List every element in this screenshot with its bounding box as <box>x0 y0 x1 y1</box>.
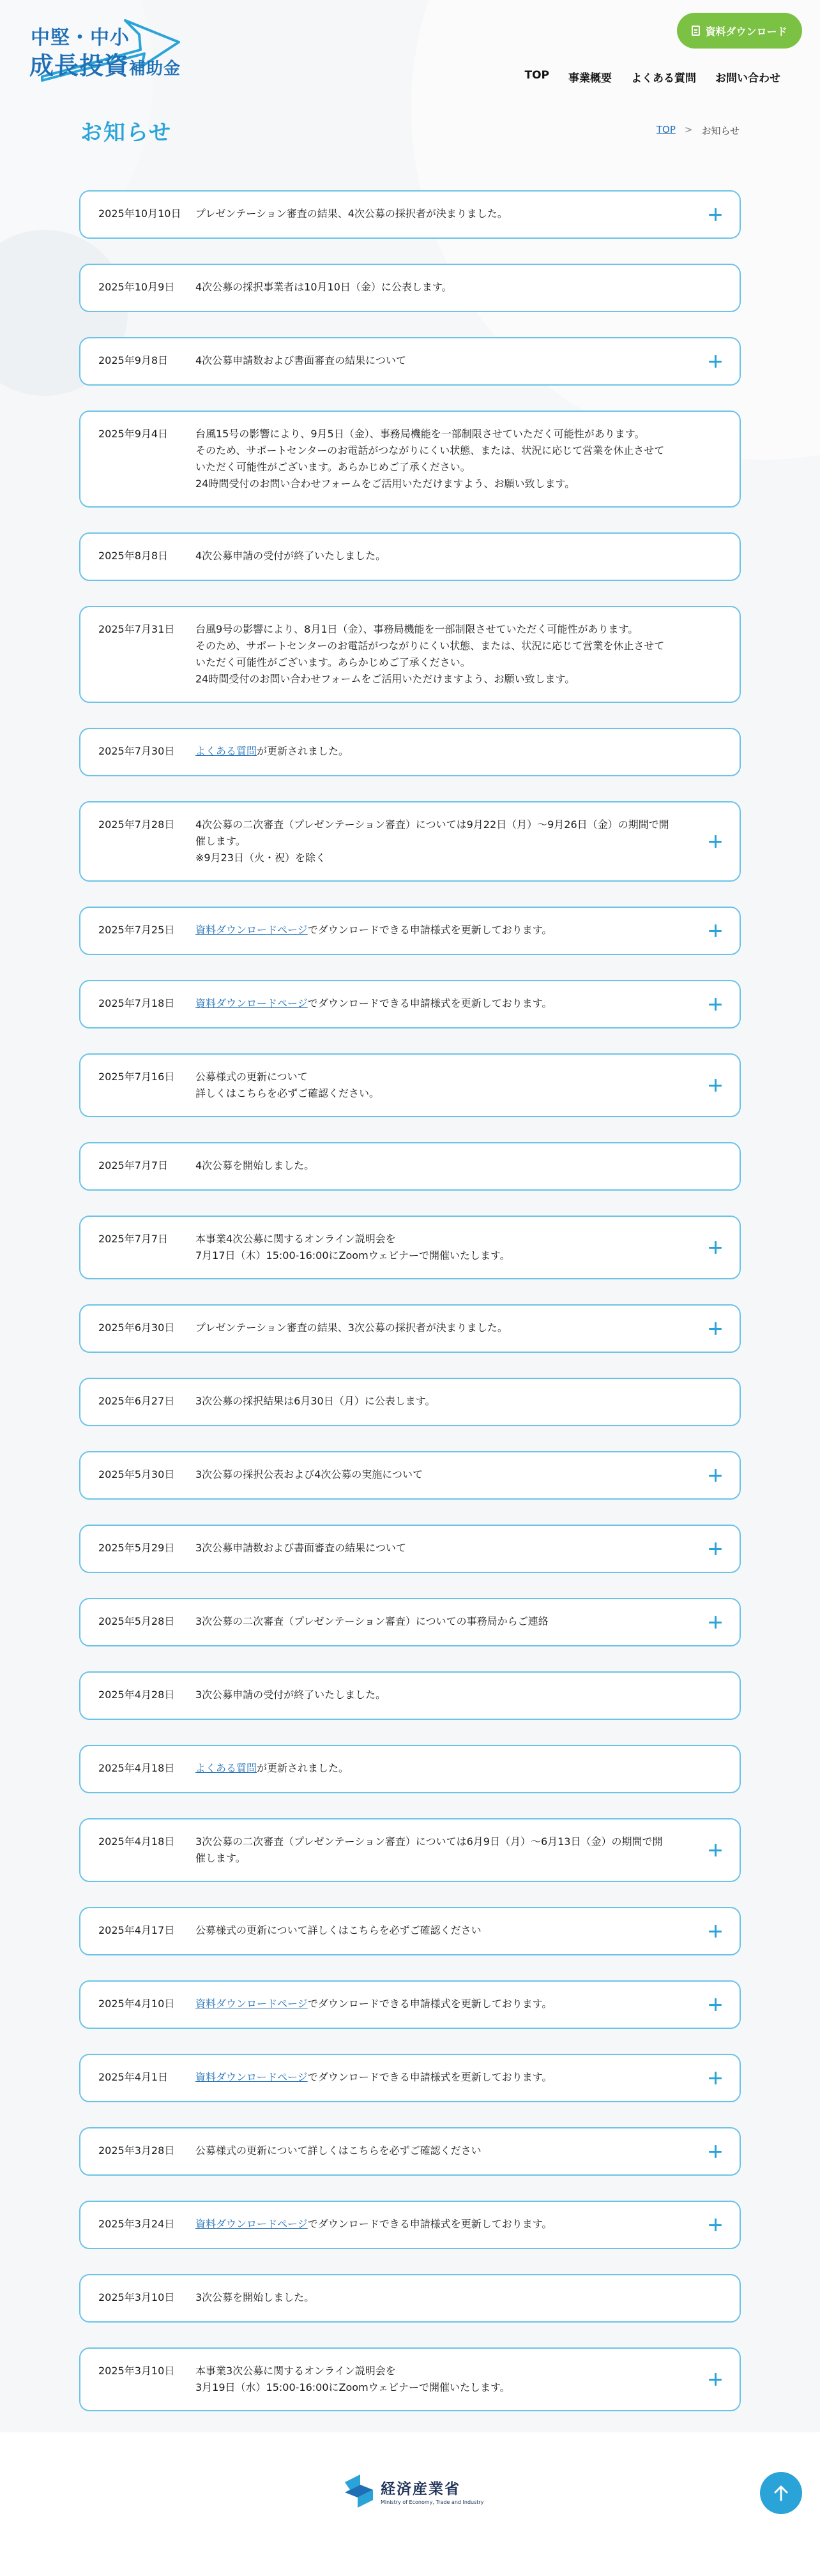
news-text <box>195 1157 314 1174</box>
news-date: 2025年7月16日 <box>98 1071 175 1083</box>
footer <box>0 2432 820 2576</box>
news-text-body: 3次公募の二次審査（プレゼンテーション審査）についての事務局からご連絡 <box>195 1615 549 1627</box>
news-text-body: 台風9号の影響により、8月1日（金）、事務局機能を一部制限させていただく可能性があります。 そのため、サポートセンターのお電話がつながりにくい状態、または、状況に応じて営業を休止させて いただく可能性がございます。あらかじめご了承ください。 24時間受付のお問い合わせフォームをご活用いただけますよう、お願い致します。 <box>195 623 665 685</box>
meti-text <box>381 2477 483 2505</box>
news-item[interactable] <box>79 2347 741 2411</box>
expand-plus-icon[interactable] <box>709 1925 722 1938</box>
logo-text-line2 <box>29 46 181 81</box>
download-button-label: 資料ダウンロード <box>705 25 787 38</box>
news-text <box>195 1996 552 2012</box>
expand-plus-icon[interactable] <box>709 1998 722 2011</box>
news-date: 2025年5月28日 <box>98 1615 175 1627</box>
meti-mark-icon <box>342 2473 376 2509</box>
news-link[interactable]: 資料ダウンロードページ <box>195 2218 308 2230</box>
news-date: 2025年7月7日 <box>98 1233 169 1245</box>
news-text <box>195 2289 314 2306</box>
news-link[interactable]: よくある質問 <box>195 745 257 757</box>
download-button[interactable] <box>677 13 802 49</box>
expand-plus-icon[interactable] <box>709 1616 722 1629</box>
expand-plus-icon[interactable] <box>709 1469 722 1482</box>
news-text-body: 公募様式の更新について 詳しくはこちらを必ずご確認ください。 <box>195 1071 380 1099</box>
news-date: 2025年4月1日 <box>98 2071 169 2083</box>
news-text-body: 4次公募申請数および書面審査の結果について <box>195 354 406 366</box>
news-text <box>195 621 664 688</box>
news-text-tail: が更新されました。 <box>257 1762 349 1774</box>
news-text <box>195 1393 435 1410</box>
news-text <box>195 1320 508 1336</box>
news-text <box>195 1466 423 1483</box>
news-date: 2025年9月8日 <box>98 354 169 366</box>
news-date: 2025年7月25日 <box>98 924 175 936</box>
news-item <box>79 411 741 508</box>
news-date: 2025年7月31日 <box>98 623 175 635</box>
expand-plus-icon[interactable] <box>709 2145 722 2158</box>
news-date: 2025年3月24日 <box>98 2218 175 2230</box>
news-text-body: 4次公募を開始しました。 <box>195 1159 315 1171</box>
expand-plus-icon[interactable] <box>709 2373 722 2386</box>
news-item[interactable] <box>79 801 741 882</box>
expand-plus-icon[interactable] <box>709 1241 722 1254</box>
news-text-body: 3次公募申請数および書面審査の結果について <box>195 1542 406 1554</box>
news-item <box>79 1745 741 1793</box>
main-nav <box>524 69 780 85</box>
news-item[interactable] <box>79 907 741 955</box>
news-text-body: 公募様式の更新について詳しくはこちらを必ずご確認ください <box>195 1924 482 1936</box>
news-date: 2025年10月9日 <box>98 281 175 293</box>
expand-plus-icon[interactable] <box>709 355 722 368</box>
news-text-body: 公募様式の更新について詳しくはこちらを必ずご確認ください <box>195 2144 482 2157</box>
breadcrumb <box>657 124 740 137</box>
news-item[interactable] <box>79 980 741 1028</box>
news-text-body: 4次公募の採択事業者は10月10日（金）に公表します。 <box>195 281 452 293</box>
news-date: 2025年5月30日 <box>98 1468 175 1480</box>
news-text <box>195 279 452 296</box>
news-text <box>195 1834 662 1867</box>
meti-name-jp: 経済産業省 <box>381 2480 460 2497</box>
logo-text-line1: 中堅・中小 <box>31 27 130 49</box>
news-date: 2025年5月29日 <box>98 1542 175 1554</box>
news-text-body: 3次公募の採択結果は6月30日（月）に公表します。 <box>195 1395 436 1407</box>
news-text <box>195 2363 510 2396</box>
news-text-tail: でダウンロードできる申請様式を更新しております。 <box>307 997 552 1009</box>
news-item[interactable] <box>79 1451 741 1500</box>
news-text <box>195 1540 406 1556</box>
news-date: 2025年7月30日 <box>98 745 175 757</box>
news-date: 2025年4月18日 <box>98 1762 175 1774</box>
news-text <box>195 548 386 564</box>
logo-text-small: 補助金 <box>129 59 181 78</box>
expand-plus-icon[interactable] <box>709 208 722 221</box>
expand-plus-icon[interactable] <box>709 2218 722 2231</box>
news-text <box>195 1231 510 1264</box>
news-item[interactable] <box>79 1907 741 1955</box>
news-item[interactable] <box>79 337 741 386</box>
news-text-tail: が更新されました。 <box>257 745 349 757</box>
news-text <box>195 1687 386 1703</box>
news-text <box>195 1760 349 1777</box>
news-text <box>195 995 552 1012</box>
news-text <box>195 922 552 938</box>
news-text <box>195 1069 379 1102</box>
news-text-body: 3次公募を開始しました。 <box>195 2291 315 2303</box>
news-date: 2025年9月4日 <box>98 428 169 440</box>
news-date: 2025年3月28日 <box>98 2144 175 2157</box>
expand-plus-icon[interactable] <box>709 998 722 1011</box>
meti-name-en: Ministry of Economy, Trade and Industry <box>381 2499 484 2505</box>
news-date: 2025年4月10日 <box>98 1998 175 2010</box>
scroll-to-top-button[interactable] <box>760 2472 802 2514</box>
news-date: 2025年3月10日 <box>98 2365 175 2377</box>
breadcrumb-current: お知らせ <box>701 125 740 137</box>
news-date: 2025年7月18日 <box>98 997 175 1009</box>
news-date: 2025年6月27日 <box>98 1395 175 1407</box>
news-text <box>195 1922 482 1939</box>
news-item <box>79 2274 741 2323</box>
news-item[interactable] <box>79 2127 741 2176</box>
news-text <box>195 743 349 760</box>
document-icon <box>692 26 700 36</box>
news-date: 2025年10月10日 <box>98 207 181 220</box>
news-link[interactable]: 資料ダウンロードページ <box>195 1998 308 2010</box>
news-text <box>195 206 508 222</box>
news-item <box>79 1671 741 1720</box>
news-text <box>195 2143 482 2159</box>
news-item[interactable] <box>79 1053 741 1117</box>
news-date: 2025年8月8日 <box>98 550 169 562</box>
news-date: 2025年4月18日 <box>98 1835 175 1848</box>
news-date: 2025年7月7日 <box>98 1159 169 1171</box>
nav-contact[interactable]: お問い合わせ <box>715 72 780 85</box>
news-text <box>195 2069 552 2086</box>
nav-top[interactable]: TOP <box>524 69 549 82</box>
news-item[interactable] <box>79 1818 741 1882</box>
news-item[interactable] <box>79 1304 741 1353</box>
news-text <box>195 426 664 492</box>
expand-plus-icon[interactable] <box>709 1079 722 1092</box>
news-item[interactable] <box>79 2201 741 2249</box>
expand-plus-icon[interactable] <box>709 1322 722 1335</box>
news-text <box>195 1613 549 1630</box>
breadcrumb-home-link[interactable]: TOP <box>656 124 676 135</box>
page-title: お知らせ <box>80 120 172 146</box>
news-item[interactable] <box>79 2054 741 2102</box>
news-text <box>195 817 669 866</box>
news-text-tail: でダウンロードできる申請様式を更新しております。 <box>307 924 552 936</box>
news-text-body: 3次公募の二次審査（プレゼンテーション審査）については6月9日（月）〜6月13日（金）の期間で開 催します。 <box>195 1835 663 1864</box>
news-item <box>79 532 741 581</box>
news-item <box>79 1378 741 1426</box>
news-date: 2025年4月17日 <box>98 1924 175 1936</box>
news-date: 2025年3月10日 <box>98 2291 175 2303</box>
news-date: 2025年7月28日 <box>98 818 175 831</box>
news-date: 2025年6月30日 <box>98 1322 175 1334</box>
logo-text-main: 成長投資 <box>29 53 130 80</box>
expand-plus-icon[interactable] <box>709 835 722 848</box>
news-text-body: 4次公募の二次審査（プレゼンテーション審査）については9月22日（月）〜9月26日（金）の期間で開 催します。 ※9月23日（火・祝）を除く <box>195 818 669 864</box>
news-text-body: プレゼンテーション審査の結果、4次公募の採択者が決まりました。 <box>195 207 508 220</box>
expand-plus-icon[interactable] <box>709 1542 722 1555</box>
news-item <box>79 728 741 776</box>
arrow-up-icon <box>773 2485 789 2501</box>
news-text-body: プレゼンテーション審査の結果、3次公募の採択者が決まりました。 <box>195 1322 508 1334</box>
news-link[interactable]: よくある質問 <box>195 1762 257 1774</box>
news-item[interactable] <box>79 1216 741 1279</box>
news-link[interactable]: 資料ダウンロードページ <box>195 924 308 936</box>
nav-overview[interactable]: 事業概要 <box>568 72 612 85</box>
news-text <box>195 352 406 369</box>
news-text-tail: でダウンロードできる申請様式を更新しております。 <box>307 1998 552 2010</box>
news-date: 2025年4月28日 <box>98 1689 175 1701</box>
news-text-tail: でダウンロードできる申請様式を更新しております。 <box>307 2218 552 2230</box>
news-item[interactable] <box>79 1598 741 1646</box>
news-item <box>79 264 741 312</box>
site-logo[interactable] <box>29 17 183 82</box>
news-list <box>79 190 741 2432</box>
expand-plus-icon[interactable] <box>709 2072 722 2084</box>
breadcrumb-separator: > <box>684 124 693 135</box>
expand-plus-icon[interactable] <box>709 1844 722 1857</box>
news-text-body: 台風15号の影響により、9月5日（金）、事務局機能を一部制限させていただく可能性があります。 そのため、サポートセンターのお電話がつながりにくい状態、または、状況に応じて営業を休止させて いただく可能性がございます。あらかじめご了承ください。 24時間受付のお問い合わせフォームをご活用いただけますよう、お願い致します。 <box>195 428 665 490</box>
news-link[interactable]: 資料ダウンロードページ <box>195 997 308 1009</box>
news-text-body: 3次公募申請の受付が終了いたしました。 <box>195 1689 386 1701</box>
meti-logo[interactable] <box>342 2473 483 2509</box>
news-text-body: 本事業4次公募に関するオンライン説明会を 7月17日（木）15:00-16:00にZoomウェビナーで開催いたします。 <box>195 1233 510 1262</box>
news-text-body: 3次公募の採択公表および4次公募の実施について <box>195 1468 423 1480</box>
news-item <box>79 1142 741 1191</box>
news-item <box>79 606 741 703</box>
news-text-tail: でダウンロードできる申請様式を更新しております。 <box>307 2071 552 2083</box>
news-link[interactable]: 資料ダウンロードページ <box>195 2071 308 2083</box>
news-item[interactable] <box>79 1980 741 2029</box>
news-item[interactable] <box>79 1525 741 1573</box>
nav-faq[interactable]: よくある質問 <box>631 72 696 85</box>
news-text-body: 本事業3次公募に関するオンライン説明会を 3月19日（水）15:00-16:00にZoomウェビナーで開催いたします。 <box>195 2365 510 2393</box>
news-text <box>195 2216 552 2233</box>
news-text-body: 4次公募申請の受付が終了いたしました。 <box>195 550 386 562</box>
news-item[interactable] <box>79 190 741 239</box>
expand-plus-icon[interactable] <box>709 924 722 937</box>
